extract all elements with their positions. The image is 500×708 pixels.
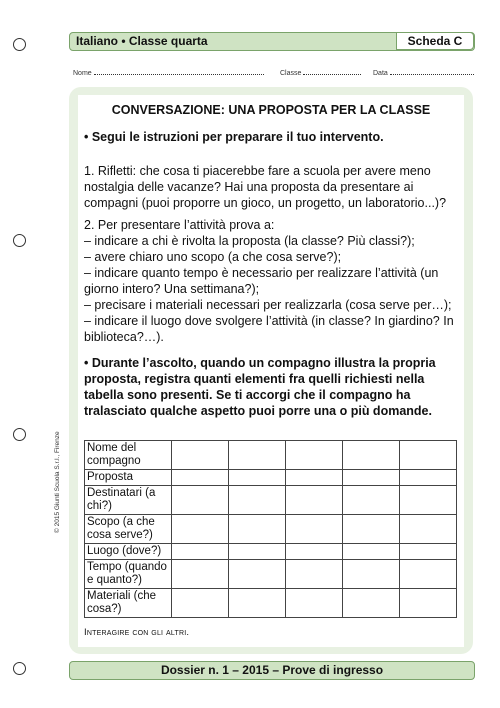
binder-hole-middle-upper — [13, 234, 26, 247]
table-cell[interactable] — [286, 560, 343, 589]
table-cell[interactable] — [343, 486, 400, 515]
table-row — [85, 544, 457, 560]
paragraph-2-line: – precisare i materiali necessari per realizzarla (cosa serve per…); — [84, 298, 452, 312]
content-panel — [69, 87, 473, 654]
instruction-bullet-2: • Durante l’ascolto, quando un compagno illustra la propria proposta, registra quanti elementi fra quelli richiesti nella tabella sono presenti. Se ti accorgi che il compagno ha tralasciato qualche aspetto puoi porre una o più domande. — [84, 356, 436, 418]
classe-group — [280, 68, 361, 77]
nome-label: Nome — [73, 70, 92, 77]
header-title: Italiano • Classe quarta — [76, 34, 208, 48]
table-cell[interactable] — [286, 470, 343, 486]
table-row — [85, 486, 457, 515]
table-cell[interactable] — [343, 589, 400, 618]
table-row — [85, 515, 457, 544]
table-cell[interactable] — [286, 589, 343, 618]
row-label: Materiali (che cosa?) — [85, 589, 172, 618]
worksheet-footer: Dossier n. 1 – 2015 – Prove di ingresso — [69, 661, 475, 680]
row-label: Destinatari (a chi?) — [85, 486, 172, 515]
row-label: Luogo (dove?) — [85, 544, 172, 560]
data-field[interactable] — [390, 68, 474, 75]
table-cell[interactable] — [400, 515, 457, 544]
skill-footnote: Interagire con gli altri. — [84, 627, 190, 638]
table-row — [85, 560, 457, 589]
table-cell[interactable] — [400, 470, 457, 486]
table-cell[interactable] — [400, 486, 457, 515]
instruction-paragraph-1: 1. Rifletti: che cosa ti piacerebbe fare a scuola per avere meno nostalgia delle vacanze? Hai una proposta da presentare ai compagni (puoi proporre un gioco, un progetto, un laboratorio...)? — [84, 164, 447, 210]
table-cell[interactable] — [400, 441, 457, 470]
table-cell[interactable] — [229, 470, 286, 486]
table-cell[interactable] — [343, 441, 400, 470]
table-cell[interactable] — [172, 560, 229, 589]
table-cell[interactable] — [229, 441, 286, 470]
table-cell[interactable] — [286, 486, 343, 515]
scheda-label: Scheda C — [396, 32, 474, 50]
table-cell[interactable] — [229, 486, 286, 515]
table-cell[interactable] — [400, 560, 457, 589]
table-row — [85, 589, 457, 618]
row-label: Proposta — [85, 470, 172, 486]
table-cell[interactable] — [172, 515, 229, 544]
copyright-sidebar: © 2015 Giunti Scuola S.r.l., Firenze — [54, 431, 61, 533]
table-cell[interactable] — [343, 515, 400, 544]
content-card — [78, 95, 464, 647]
table-cell[interactable] — [286, 544, 343, 560]
paragraph-2-line: – indicare il luogo dove svolgere l’attività (in classe? In giardino? In biblioteca?…). — [84, 314, 454, 344]
instruction-bullet-1: • Segui le istruzioni per preparare il tuo intervento. — [84, 130, 384, 144]
table-cell[interactable] — [172, 441, 229, 470]
table-row — [85, 470, 457, 486]
table-cell[interactable] — [172, 544, 229, 560]
student-info-fields — [73, 68, 264, 77]
table-cell[interactable] — [343, 560, 400, 589]
table-cell[interactable] — [172, 486, 229, 515]
data-group — [373, 68, 474, 77]
table-cell[interactable] — [229, 589, 286, 618]
nome-field[interactable] — [94, 68, 264, 75]
table-cell[interactable] — [229, 544, 286, 560]
worksheet-header — [69, 32, 475, 51]
table-cell[interactable] — [286, 441, 343, 470]
binder-hole-top — [13, 38, 26, 51]
row-label: Tempo (quando e quanto?) — [85, 560, 172, 589]
binder-hole-bottom — [13, 662, 26, 675]
table-cell[interactable] — [286, 515, 343, 544]
table-cell[interactable] — [229, 515, 286, 544]
binder-hole-middle-lower — [13, 428, 26, 441]
table-cell[interactable] — [343, 544, 400, 560]
table-cell[interactable] — [400, 544, 457, 560]
observation-table — [84, 440, 457, 618]
row-label: Scopo (a che cosa serve?) — [85, 515, 172, 544]
paragraph-2-line: – avere chiaro uno scopo (a che cosa serve?); — [84, 250, 342, 264]
row-label: Nome del compagno — [85, 441, 172, 470]
classe-field[interactable] — [303, 68, 361, 75]
classe-label: Classe — [280, 70, 302, 77]
instruction-paragraph-2 — [84, 217, 460, 345]
page-title: CONVERSAZIONE: UNA PROPOSTA PER LA CLASSE — [111, 103, 431, 117]
data-label: Data — [373, 70, 388, 77]
table-cell[interactable] — [229, 560, 286, 589]
paragraph-2-line: – indicare a chi è rivolta la proposta (la classe? Più classi?); — [84, 234, 415, 248]
table-row — [85, 441, 457, 470]
table-cell[interactable] — [172, 470, 229, 486]
paragraph-2-line: 2. Per presentare l’attività prova a: — [84, 218, 275, 232]
table-cell[interactable] — [400, 589, 457, 618]
table-cell[interactable] — [172, 589, 229, 618]
paragraph-2-line: – indicare quanto tempo è necessario per realizzare l’attività (un giorno intero? Una settimana?); — [84, 266, 439, 296]
table-cell[interactable] — [343, 470, 400, 486]
